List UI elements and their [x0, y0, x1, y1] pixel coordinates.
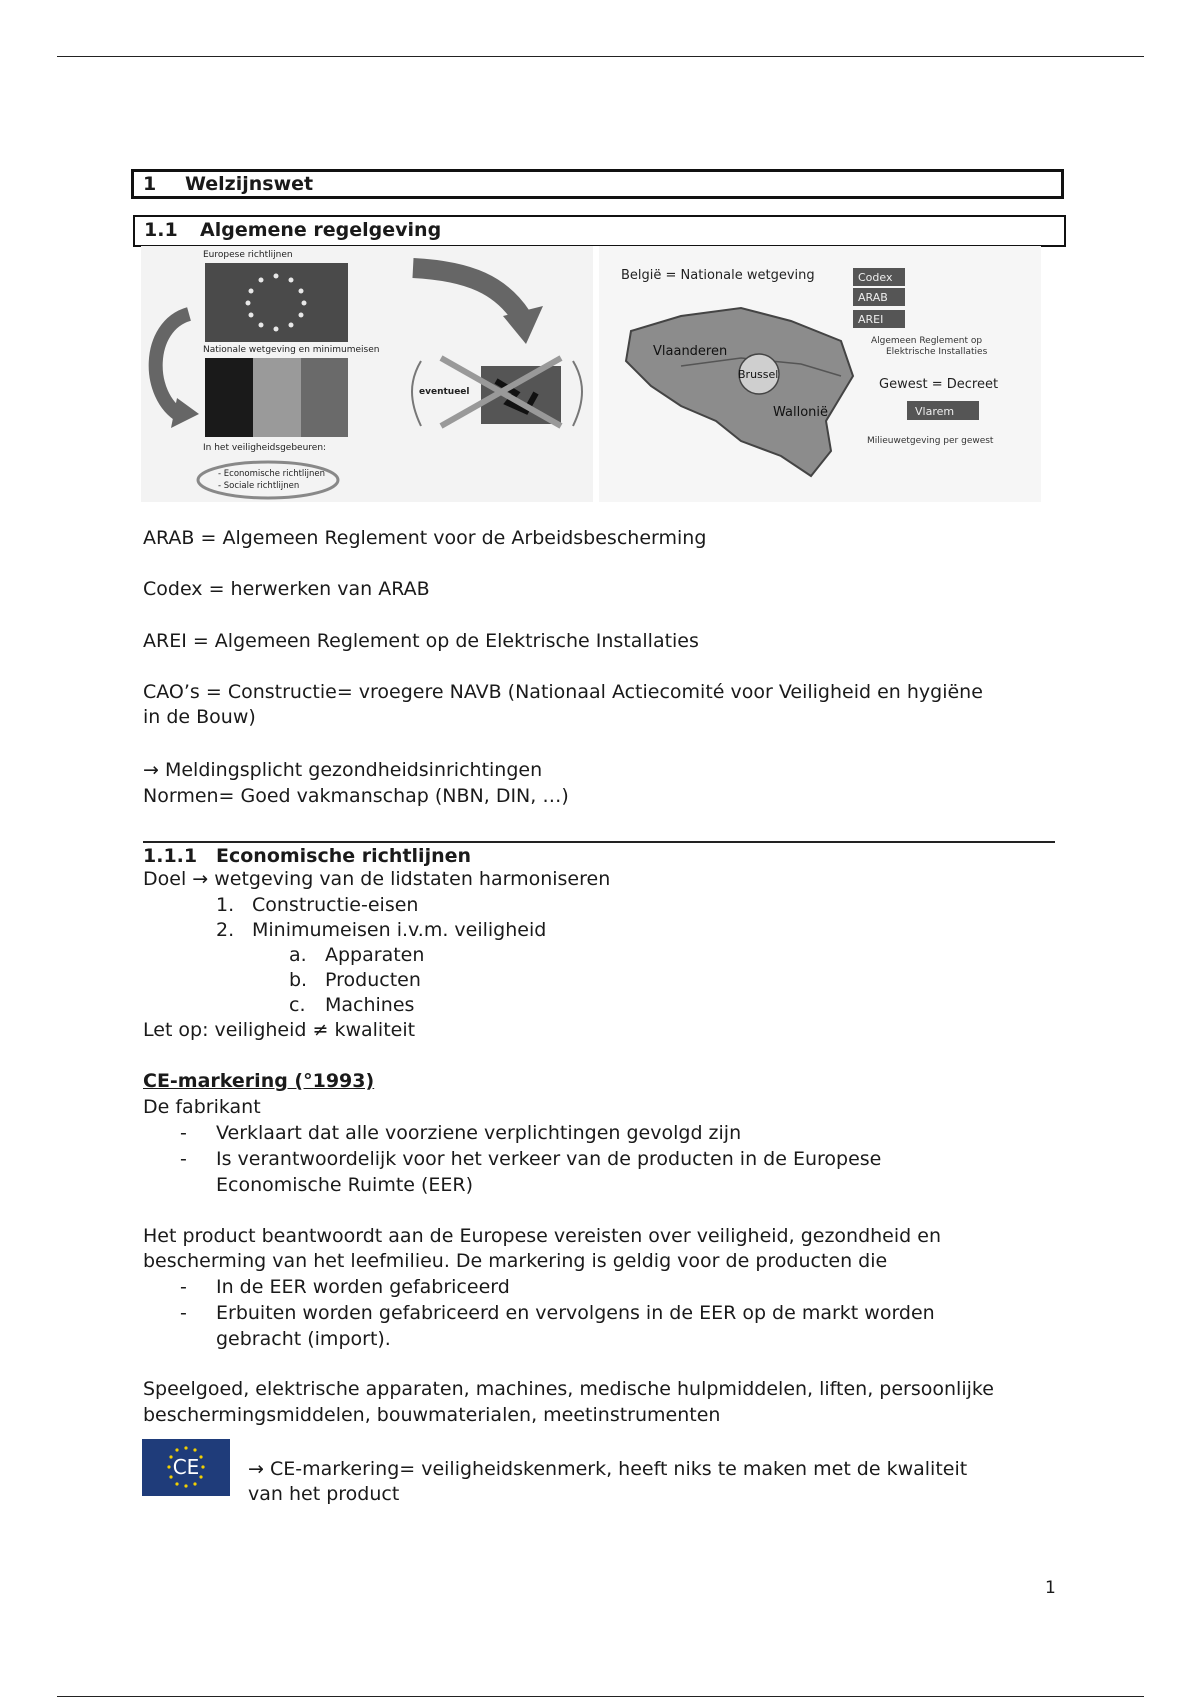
- list-alpha-item-b: [289, 968, 421, 993]
- heading-3-title: Economische richtlijnen: [216, 845, 472, 867]
- fab-item-1: Verklaart dat alle voorziene verplichtingen gevolgd zijn: [216, 1122, 742, 1144]
- list-num-text: Constructie-eisen: [252, 894, 419, 916]
- ce-heading: CE-markering (°1993): [143, 1070, 375, 1092]
- list-alpha-marker: a.: [289, 944, 307, 966]
- regulation-figure: [141, 246, 1041, 502]
- eer-dash-1: -: [180, 1276, 187, 1298]
- normen-line: Normen= Goed vakmanschap (NBN, DIN, …): [143, 785, 569, 807]
- fab-item-2-cont: Economische Ruimte (EER): [216, 1174, 474, 1196]
- heading-1-title: Welzijnswet: [185, 173, 314, 195]
- fig-region-vl: Vlaanderen: [653, 344, 728, 359]
- heading-3: [143, 841, 1055, 868]
- ce-note-line-2: van het product: [248, 1483, 400, 1505]
- list-alpha-marker: b.: [289, 969, 308, 991]
- list-alpha-text: Apparaten: [325, 944, 425, 966]
- list-alpha-marker: c.: [289, 994, 306, 1016]
- box-vlarem-text: Vlarem: [915, 405, 955, 418]
- heading-3-number: 1.1.1: [143, 845, 198, 867]
- product-line-1: Het product beantwoordt aan de Europese vereisten over veiligheid, gezondheid en: [143, 1225, 941, 1247]
- list-num-item-2: [216, 918, 546, 943]
- list-num-marker: 2.: [216, 919, 235, 941]
- fig-label-possible: eventueel: [419, 387, 470, 397]
- ce-logo: [142, 1439, 230, 1496]
- cao-line-2: in de Bouw): [143, 706, 256, 728]
- list-alpha-text: Producten: [325, 969, 421, 991]
- heading-2-title: Algemene regelgeving: [200, 219, 442, 241]
- fabrikant-line: De fabrikant: [143, 1096, 261, 1118]
- page-number: 1: [1045, 1578, 1056, 1598]
- be-flag-red: [301, 358, 348, 437]
- cao-line-1: CAO’s = Constructie= vroegere NAVB (Nationaal Actiecomité voor Veiligheid en hygiëne: [143, 681, 983, 703]
- ce-logo-svg: [142, 1439, 230, 1496]
- fig-region-br: Brussel: [738, 368, 779, 381]
- doel-line: Doel → wetgeving van de lidstaten harmoniseren: [143, 868, 611, 890]
- list-num-text: Minimumeisen i.v.m. veiligheid: [252, 919, 547, 941]
- eer-item-1: In de EER worden gefabriceerd: [216, 1276, 510, 1298]
- fig-region-wa: Wallonië: [773, 405, 829, 420]
- fab-dash-1: -: [180, 1122, 187, 1144]
- be-flag-yellow: [253, 358, 301, 437]
- fab-dash-2: -: [180, 1148, 187, 1170]
- ce-logo-text: CE: [172, 1455, 200, 1479]
- fig-label-national: Nationale wetgeving en minimumeisen: [203, 345, 380, 355]
- def-arei: AREI = Algemeen Reglement op de Elektrische Installaties: [143, 630, 699, 652]
- fig-gewest-label: Gewest = Decreet: [879, 377, 999, 392]
- product-line-2: bescherming van het leefmilieu. De markering is geldig voor de producten die: [143, 1250, 888, 1272]
- list-alpha-item-c: [289, 993, 414, 1018]
- box-arei-text: AREI: [858, 313, 884, 326]
- eer-item-2: Erbuiten worden gefabriceerd en vervolgens in de EER op de markt worden: [216, 1302, 935, 1324]
- fig-label-safety: In het veiligheidsgebeuren:: [203, 443, 327, 453]
- def-arab: ARAB = Algemeen Reglement voor de Arbeidsbescherming: [143, 527, 707, 549]
- eer-item-2-cont: gebracht (import).: [216, 1328, 391, 1350]
- list-alpha-text: Machines: [325, 994, 415, 1016]
- fig-label-eu: Europese richtlijnen: [203, 250, 293, 260]
- ce-note-line-1: → CE-markering= veiligheidskenmerk, heeft niks te maken met de kwaliteit: [248, 1458, 968, 1480]
- melding-line: → Meldingsplicht gezondheidsinrichtingen: [143, 759, 543, 781]
- eer-dash-2: -: [180, 1302, 187, 1324]
- box-arab-text: ARAB: [858, 291, 888, 304]
- heading-2: [133, 215, 1066, 247]
- list-alpha-item-a: [289, 943, 424, 968]
- header-rule: [57, 56, 1144, 57]
- fab-item-2: Is verantwoordelijk voor het verkeer van de producten in de Europese: [216, 1148, 882, 1170]
- fig-belgium-label: België = Nationale wetgeving: [621, 268, 815, 283]
- fig-item-economic: - Economische richtlijnen: [218, 469, 326, 479]
- fig-milieu-label: Milieuwetgeving per gewest: [867, 436, 994, 446]
- be-flag-black: [205, 358, 253, 437]
- heading-1-number: 1: [143, 173, 157, 195]
- fig-item-social: - Sociale richtlijnen: [218, 481, 300, 491]
- fig-arei-desc-1: Algemeen Reglement op: [871, 336, 983, 346]
- letop-line: Let op: veiligheid ≠ kwaliteit: [143, 1019, 416, 1041]
- examples-line-2: beschermingsmiddelen, bouwmaterialen, meetinstrumenten: [143, 1404, 721, 1426]
- box-codex-text: Codex: [858, 271, 893, 284]
- list-num-item-1: [216, 893, 418, 918]
- fig-arei-desc-2: Elektrische Installaties: [886, 347, 988, 357]
- examples-line-1: Speelgoed, elektrische apparaten, machines, medische hulpmiddelen, liften, persoonlijke: [143, 1378, 994, 1400]
- def-codex: Codex = herwerken van ARAB: [143, 578, 430, 600]
- list-num-marker: 1.: [216, 894, 235, 916]
- footer-rule: [57, 1696, 1144, 1697]
- heading-1: [131, 169, 1064, 199]
- heading-2-number: 1.1: [144, 219, 178, 241]
